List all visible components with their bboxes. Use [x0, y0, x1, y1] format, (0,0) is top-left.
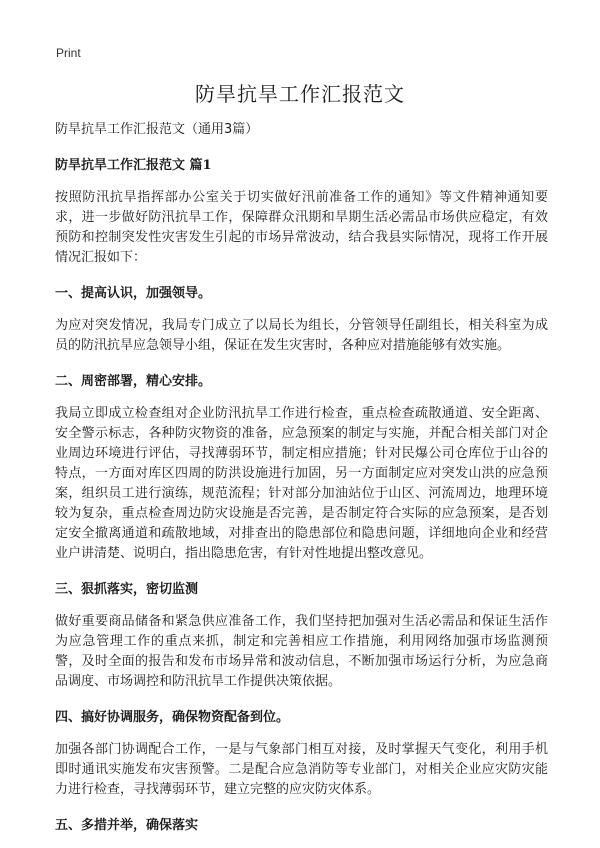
- section-paragraph: 做好重要商品储备和紧急供应准备工作，我们坚持把加强对生活必需品和保证生活作为应急管理工作的重点来抓，制定和完善相应工作措施，利用网络加强市场监测预警，及时全面的报告和发布市场异常和波动信息，不断加强市场运行分析，为应急商品调度、市场调控和防汛抗旱工作提供决策依据。: [55, 614, 548, 689]
- section-heading: 一、提高认识，加强领导。: [55, 286, 212, 301]
- section-heading: 四、搞好协调服务，确保物资配备到位。: [55, 710, 290, 725]
- article-content: [55, 120, 548, 848]
- article-subtitle: 防旱抗旱工作汇报范文（通用3篇）: [55, 122, 259, 137]
- intro-paragraph: 按照防汛抗旱指挥部办公室关于切实做好汛前准备工作的通知》等文件精神通知要求，进一步做好防汛抗旱工作，保障群众汛期和旱期生活必需品市场供应稳定，有效预防和控制突发性灾害发生引起的市场异常波动，结合我县实际情况，现将工作开展情况汇报如下：: [55, 190, 548, 265]
- page-title: 防旱抗旱工作汇报范文: [195, 82, 405, 106]
- section-paragraph: 为应对突发情况，我局专门成立了以局长为组长，分管领导任副组长，相关科室为成员的防汛抗旱应急领导小组，保证在发生灾害时，各种应对措施能够有效实施。: [55, 318, 548, 353]
- section-paragraph: 我局立即成立检查组对企业防汛抗旱工作进行检查，重点检查疏散通道、安全距离、安全警示标志，各种防灾物资的准备，应急预案的制定与实施，并配合相关部门对企业周边环境进行评估，寻找薄弱环节，制定相应措施；针对民爆公司仓库位于山谷的特点，一方面对库区四周的防洪设施进行加固，另一方面制定应对突发山洪的应急预案，组织员工进行演练，规范流程；针对部分加油站位于山区、河流周边，地理环境较为复杂，重点检查周边防灾设施是否完善，是否制定符合实际的应急预案，是否划定安全撤离通道和疏散地域，对排查出的隐患部位和隐患问题，详细地向企业和经营业户讲清楚、说明白，指出隐患危害，有针对性地提出整改意见。: [55, 406, 548, 561]
- section-heading: 三、狠抓落实，密切监测: [55, 582, 199, 597]
- section-heading: 五、多措并举，确保落实: [55, 818, 199, 833]
- print-link[interactable]: Print: [56, 46, 81, 60]
- article-heading: 防旱抗旱工作汇报范文 篇1: [55, 158, 212, 173]
- section-heading: 二、周密部署，精心安排。: [55, 374, 212, 389]
- section-paragraph: 加强各部门协调配合工作，一是与气象部门相互对接，及时掌握天气变化，利用手机即时通讯实施发布灾害预警。二是配合应急消防等专业部门，对相关企业应灾防灾能力进行检查，寻找薄弱环节，建立完整的应灾防灾体系。: [55, 742, 548, 797]
